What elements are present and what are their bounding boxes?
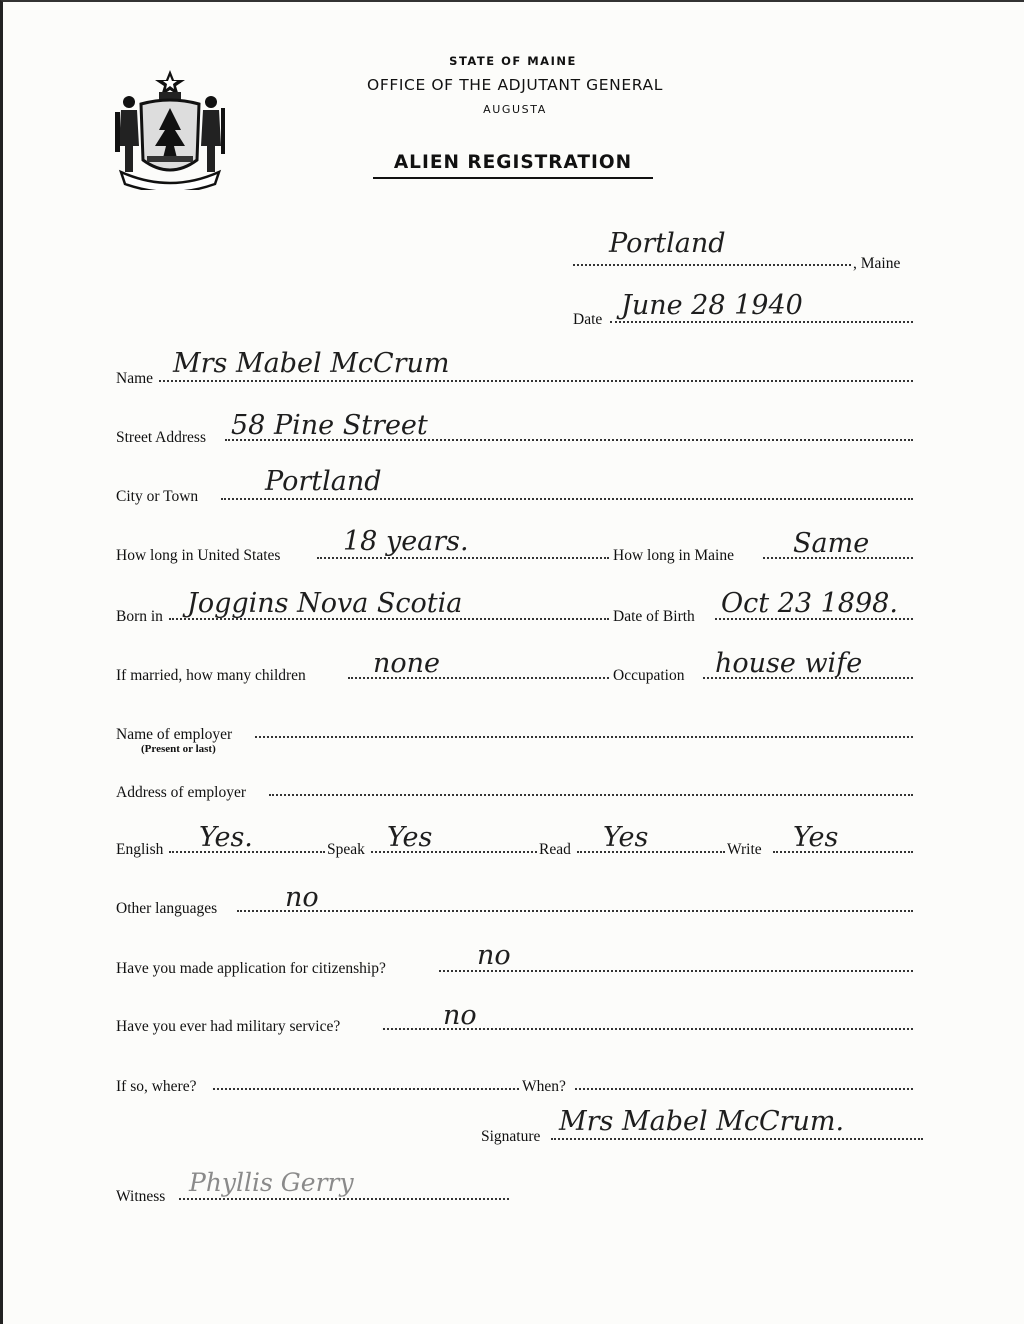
when-line	[575, 1088, 913, 1090]
witness-value: Phyllis Gerry	[189, 1168, 354, 1197]
street-label: Street Address	[116, 429, 206, 446]
place-value: Portland	[609, 228, 726, 259]
military-value: no	[443, 1000, 477, 1031]
occupation-label: Occupation	[613, 667, 685, 684]
witness-label: Witness	[116, 1188, 166, 1205]
read-value: Yes	[603, 822, 649, 853]
city-value: Portland	[265, 466, 382, 497]
date-line	[610, 321, 913, 323]
date-value: June 28 1940	[621, 290, 803, 321]
other-languages-label: Other languages	[116, 900, 218, 917]
other-languages-line	[237, 910, 913, 912]
employer-address-label: Address of employer	[116, 784, 246, 801]
english-value: Yes.	[199, 822, 253, 853]
date-label: Date	[573, 311, 603, 328]
state-heading: STATE OF MAINE	[449, 54, 577, 68]
office-heading: OFFICE OF THE ADJUTANT GENERAL	[367, 76, 663, 94]
english-label: English	[116, 841, 164, 858]
how-long-maine-value: Same	[793, 528, 870, 559]
city-heading: AUGUSTA	[483, 103, 547, 116]
name-label: Name	[116, 370, 154, 387]
when-label: When?	[522, 1078, 566, 1095]
signature-label: Signature	[481, 1128, 541, 1145]
employer-line	[255, 736, 913, 738]
read-line	[577, 851, 725, 853]
maine-label: , Maine	[853, 255, 901, 272]
signature-line	[551, 1138, 923, 1140]
how-long-us-line	[317, 557, 609, 559]
how-long-us-value: 18 years.	[343, 526, 469, 557]
citizenship-value: no	[477, 940, 511, 971]
born-in-value: Joggins Nova Scotia	[187, 588, 463, 619]
street-value: 58 Pine Street	[231, 410, 428, 441]
dob-label: Date of Birth	[613, 608, 695, 625]
city-label: City or Town	[116, 488, 199, 505]
dob-value: Oct 23 1898.	[721, 588, 898, 619]
signature-value: Mrs Mabel McCrum.	[559, 1106, 845, 1137]
citizenship-label: Have you made application for citizenship?	[116, 960, 386, 977]
form-title: ALIEN REGISTRATION	[373, 152, 653, 179]
read-label: Read	[539, 841, 571, 858]
children-label: If married, how many children	[116, 667, 306, 684]
children-value: none	[373, 648, 441, 679]
where-line	[213, 1088, 519, 1090]
name-line	[159, 380, 913, 382]
how-long-us-label: How long in United States	[116, 547, 281, 564]
place-line	[573, 264, 851, 266]
speak-value: Yes	[387, 822, 433, 853]
speak-label: Speak	[327, 841, 365, 858]
where-label: If so, where?	[116, 1078, 197, 1095]
other-languages-value: no	[285, 882, 319, 913]
born-in-label: Born in	[116, 608, 163, 625]
write-value: Yes	[793, 822, 839, 853]
write-label: Write	[727, 841, 762, 858]
how-long-maine-label: How long in Maine	[613, 547, 734, 564]
occupation-value: house wife	[715, 648, 863, 679]
military-label: Have you ever had military service?	[116, 1018, 341, 1035]
name-value: Mrs Mabel McCrum	[173, 348, 450, 379]
witness-line	[179, 1198, 509, 1200]
employer-address-line	[269, 794, 913, 796]
employer-label: Name of employer	[116, 726, 233, 743]
city-line	[221, 498, 913, 500]
employer-sub-label: (Present or last)	[141, 743, 216, 755]
